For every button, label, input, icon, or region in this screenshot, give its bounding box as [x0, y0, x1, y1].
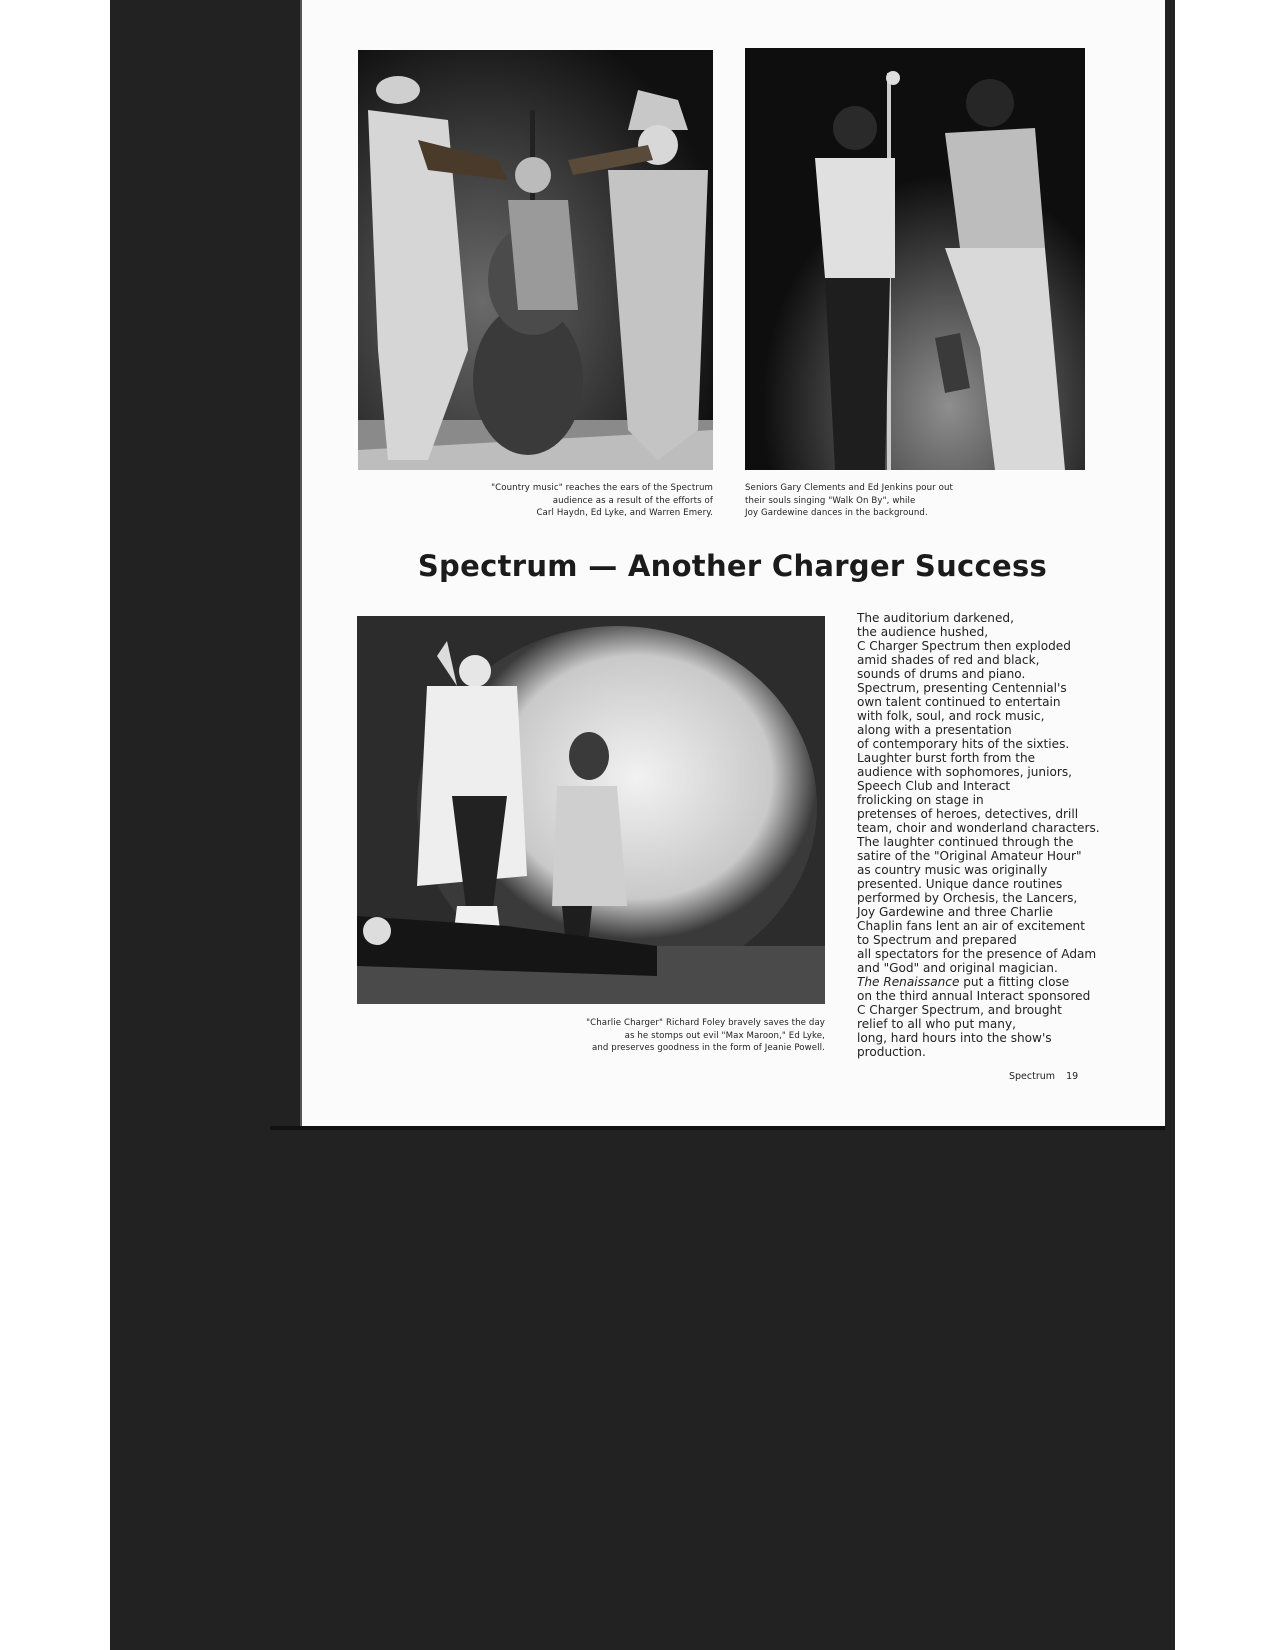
- body-line: relief to all who put many,: [857, 1017, 1016, 1031]
- caption-line: Joy Gardewine dances in the background.: [745, 508, 928, 518]
- body-line: Laughter burst forth from the: [857, 751, 1036, 765]
- body-line: own talent continued to entertain: [857, 695, 1061, 709]
- body-italic-rest: put a fitting close: [959, 975, 1070, 989]
- photo-country-music: [358, 50, 713, 470]
- body-line: production.: [857, 1045, 926, 1059]
- body-line: Joy Gardewine and three Charlie: [857, 905, 1053, 919]
- body-line: with folk, soul, and rock music,: [857, 709, 1045, 723]
- photo-walk-on-by: [745, 48, 1085, 470]
- body-line: The auditorium darkened,: [857, 611, 1014, 625]
- page-bottom-edge: [270, 1126, 1165, 1130]
- body-italic-title: The Renaissance: [857, 975, 960, 989]
- body-line: of contemporary hits of the sixties.: [857, 737, 1070, 751]
- body-line: pretenses of heroes, detectives, drill: [857, 807, 1079, 821]
- folio-section: Spectrum: [1009, 1071, 1056, 1082]
- body-line: frolicking on stage in: [857, 793, 984, 807]
- article-body: [857, 611, 1107, 1059]
- body-line: all spectators for the presence of Adam: [857, 947, 1097, 961]
- body-line: presented. Unique dance routines: [857, 877, 1063, 891]
- caption-line: audience as a result of the efforts of: [552, 495, 713, 506]
- body-line: The laughter continued through the: [857, 835, 1074, 849]
- caption-line: and preserves goodness in the form of Jeanie Powell.: [592, 1043, 825, 1053]
- body-line: audience with sophomores, juniors,: [857, 765, 1072, 779]
- body-line: on the third annual Interact sponsored: [857, 989, 1091, 1003]
- caption-line: as he stomps out evil "Max Maroon," Ed Lyke,: [624, 1030, 825, 1041]
- caption-line: Seniors Gary Clements and Ed Jenkins pour out: [745, 483, 954, 493]
- body-line: amid shades of red and black,: [857, 653, 1040, 667]
- body-line: long, hard hours into the show's: [857, 1031, 1052, 1045]
- photo-charlie-charger: [357, 616, 825, 1004]
- body-line: C Charger Spectrum then exploded: [857, 639, 1071, 653]
- body-line: to Spectrum and prepared: [857, 933, 1017, 947]
- body-line: the audience hushed,: [857, 625, 989, 639]
- body-line: performed by Orchesis, the Lancers,: [857, 891, 1078, 905]
- body-line: satire of the "Original Amateur Hour": [857, 849, 1082, 863]
- caption-line: "Charlie Charger" Richard Foley bravely saves the day: [586, 1018, 825, 1028]
- page-folio: [1009, 1071, 1078, 1082]
- body-line: sounds of drums and piano.: [857, 667, 1026, 681]
- page-headline: Spectrum — Another Charger Success: [417, 549, 1048, 583]
- caption-country-music: [440, 482, 713, 520]
- body-line: team, choir and wonderland characters.: [857, 821, 1100, 835]
- caption-walk-on-by: [745, 482, 1045, 520]
- body-line: along with a presentation: [857, 723, 1012, 737]
- body-line: Speech Club and Interact: [857, 779, 1011, 793]
- body-line: as country music was originally: [857, 863, 1048, 877]
- scan-border-bottom: [110, 1130, 1175, 1650]
- caption-line: Carl Haydn, Ed Lyke, and Warren Emery.: [536, 508, 713, 518]
- caption-line: their souls singing "Walk On By", while: [745, 495, 916, 506]
- folio-page-number: 19: [1066, 1071, 1079, 1082]
- caption-charlie-charger: [520, 1017, 825, 1055]
- body-line: [857, 975, 1107, 989]
- body-line: and "God" and original magician.: [857, 961, 1058, 975]
- body-line: Spectrum, presenting Centennial's: [857, 681, 1067, 695]
- body-line: Chaplin fans lent an air of excitement: [857, 919, 1085, 933]
- caption-line: "Country music" reaches the ears of the Spectrum: [491, 483, 713, 493]
- body-line: C Charger Spectrum, and brought: [857, 1003, 1062, 1017]
